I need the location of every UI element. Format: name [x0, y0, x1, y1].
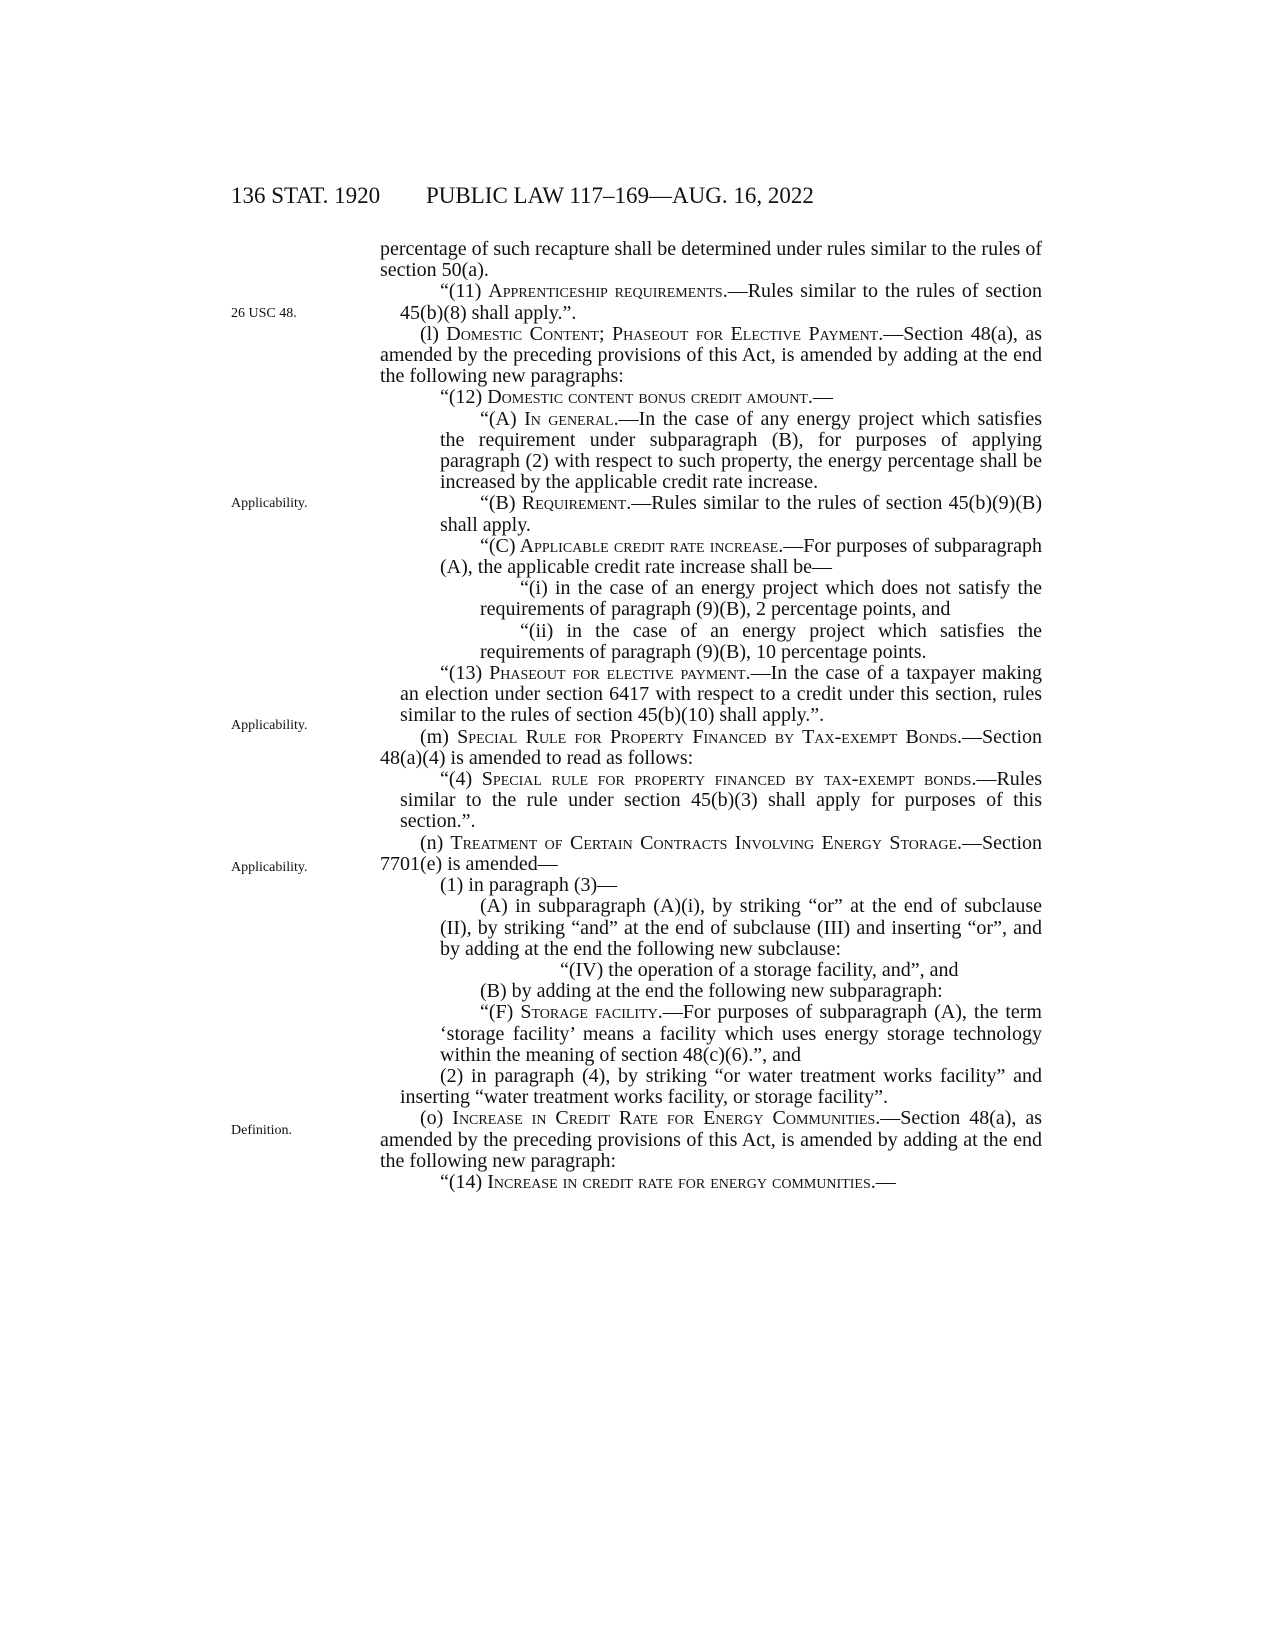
paragraph-text: R [517, 725, 539, 748]
paragraph-text: .— [870, 1170, 896, 1193]
paragraph-text: haseout for elective payment [500, 662, 746, 685]
paragraph-text: ertain [583, 831, 633, 854]
paragraph-text: haseout for [623, 322, 724, 345]
paragraph-text: .—For purposes of subparagraph (A), the term ‘storage facility’ means a facility which uses energy storage technology within the meaning of section 48(c)(6).”, and [440, 1001, 1042, 1066]
paragraph-text: C [522, 322, 543, 345]
statute-paragraph [380, 833, 1042, 875]
paragraph-text: .—Section 48(a), as amended by the preceding provisions of this Act, is amended by adding at the end the following new paragraphs: [380, 322, 1042, 388]
statute-paragraph [480, 621, 1042, 663]
paragraph-text: ontent [543, 322, 599, 345]
statute-paragraph [480, 578, 1042, 620]
paragraph-text: pecial [468, 725, 518, 748]
margin-note-definition: Definition. [231, 1123, 293, 1138]
paragraph-text: torage facility [531, 1001, 658, 1024]
paragraph-text: “(ii) in the case of an energy project which satisfies the requirements of paragraph (9)(B), 10 percentage points. [480, 619, 1042, 663]
statute-paragraph [400, 1172, 1042, 1193]
paragraph-text: ommunities [785, 1107, 876, 1130]
paragraph-text: F [684, 725, 704, 748]
paragraph-text: ule for [538, 725, 602, 748]
statute-paragraph [400, 281, 1042, 323]
paragraph-text: “(12) D [440, 386, 502, 409]
paragraph-text: E [694, 1107, 716, 1130]
paragraph-text: “(11) [440, 280, 489, 303]
paragraph-text: .— [807, 386, 833, 409]
statute-paragraph [400, 1066, 1042, 1108]
paragraph-text: R [609, 1107, 633, 1130]
paragraph-text: ax-exempt [814, 725, 898, 748]
paragraph-text: ontracts [653, 831, 728, 854]
paragraph-text: .—In the case of any energy project which satisfies the requirement under subparagraph (B), for purposes of applying paragraph (2) with respect to such property, the energy percentage shall be increased by the applicable credit rate increase. [440, 407, 1042, 494]
statute-paragraph [440, 409, 1042, 494]
statute-paragraph [440, 981, 1042, 1002]
paragraph-text: “(F) S [480, 1001, 532, 1024]
paragraph-text: torage [900, 831, 958, 854]
paragraph-text: ate for [632, 1107, 695, 1130]
paragraph-text: (l) D [420, 322, 461, 345]
statute-paragraph [400, 875, 1042, 896]
paragraph-text: (1) in paragraph (3)— [440, 874, 618, 897]
paragraph-text: onds [918, 725, 958, 748]
statute-paragraph [400, 769, 1042, 833]
paragraph-text: (m) S [420, 725, 469, 748]
paragraph-text: “(4) S [440, 768, 493, 791]
statute-paragraph [440, 896, 1042, 960]
paragraph-text: “(14) I [440, 1170, 494, 1193]
paragraph-text: P [601, 725, 622, 748]
paragraph-text: inanced by [703, 725, 795, 748]
statute-paragraph [520, 960, 1042, 981]
margin-note-applicability-3: Applicability. [231, 860, 308, 875]
margin-note-usc: 26 USC 48. [231, 306, 297, 321]
statute-paragraph [400, 387, 1042, 408]
paragraph-text: roperty [621, 725, 685, 748]
margin-note-applicability-2: Applicability. [231, 718, 308, 733]
paragraph-text: C [546, 1107, 569, 1130]
paragraph-text: E [723, 322, 743, 345]
paragraph-text: (2) in paragraph (4), by striking “or water treatment works facility” and inserting “water treatment works facility, or storage facility”. [400, 1064, 1042, 1109]
paragraph-text: (A) in subparagraph (A)(i), by striking “or” at the end of subclause (II), by striking “and” at the end of subclause (III) and inserting “or”, and by adding at the end the following new subclause: [440, 895, 1042, 960]
paragraph-text: .—Rules similar to the rules of section 45(b)(9)(B) shall apply. [440, 492, 1042, 536]
paragraph-text: omestic [460, 322, 523, 345]
paragraph-text: C [632, 831, 654, 854]
paragraph-text: pplicable credit rate increase [534, 534, 779, 557]
paragraph-text: C [562, 831, 584, 854]
paragraph-text: .—For purposes of subparagraph (A), the applicable credit rate increase shall be— [440, 534, 1042, 579]
paragraph-text: C [763, 1107, 786, 1130]
stat-citation: 136 STAT. 1920 [231, 183, 381, 208]
paragraph-text: (n) T [420, 831, 463, 854]
statute-body [380, 239, 1042, 1193]
paragraph-text: (o) I [420, 1107, 459, 1130]
paragraph-text: redit [568, 1107, 610, 1130]
paragraph-text: nergy [833, 831, 882, 854]
statute-paragraph [400, 663, 1042, 727]
paragraph-text: “(B) R [480, 492, 536, 515]
paragraph-text: reatment of [462, 831, 563, 854]
paragraph-text: pecial rule for property financed by tax-exempt bonds [492, 768, 972, 791]
paragraph-text: .—Rules similar to the rules of section 45(b)(8) shall apply.”. [400, 280, 1043, 324]
paragraph-text: “(A) I [480, 407, 531, 430]
paragraph-text: omestic content bonus credit amount [501, 386, 808, 409]
public-law-title: PUBLIC LAW 117–169—AUG. 16, 2022 [426, 183, 814, 208]
paragraph-text: E [814, 831, 834, 854]
paragraph-text: “(13) P [440, 662, 501, 685]
paragraph-text: n general [530, 407, 614, 430]
paragraph-text: ; P [599, 322, 624, 345]
paragraph-text: S [881, 831, 901, 854]
paragraph-text: .—Rules similar to the rule under section 45(b)(3) shall apply for purposes of this section.”. [400, 768, 1042, 833]
paragraph-text: .—In the case of a taxpayer making an election under section 6417 with respect to a credit under this section, rules similar to the rules of section 45(b)(10) shall apply.”. [400, 662, 1042, 727]
paragraph-text: “(i) in the case of an energy project which does not satisfy the requirements of paragraph (9)(B), 2 percentage points, and [480, 577, 1042, 621]
statute-paragraph [380, 324, 1042, 388]
paragraph-text: .—Section 48(a), as amended by the preceding provisions of this Act, is amended by adding at the end the following new paragraph: [380, 1107, 1043, 1172]
paragraph-text: .—Section 7701(e) is amended— [380, 831, 1043, 875]
paragraph-text: B [897, 725, 919, 748]
paragraph-text: percentage of such recapture shall be determined under rules similar to the rules of section 50(a). [380, 238, 1042, 282]
paragraph-text: “(IV) the operation of a storage facility, and”, and [560, 958, 959, 981]
paragraph-text: T [794, 725, 815, 748]
paragraph-text: (B) by adding at the end the following new subparagraph: [480, 980, 943, 1003]
paragraph-text: nergy [715, 1107, 764, 1130]
paragraph-text: equirement [535, 492, 627, 515]
statute-paragraph [440, 493, 1042, 535]
statute-paragraph [380, 239, 1042, 281]
paragraph-text: .—Section 48(a)(4) is amended to read as follows: [380, 725, 1043, 769]
paragraph-text: I [727, 831, 742, 854]
statute-paragraph [380, 727, 1042, 769]
paragraph-text: lective [742, 322, 802, 345]
paragraph-text: ayment [819, 322, 879, 345]
margin-note-applicability-1: Applicability. [231, 496, 308, 511]
paragraph-text: “(C) A [480, 534, 535, 557]
page-header [0, 183, 1275, 213]
paragraph-text: P [801, 322, 820, 345]
paragraph-text: nvolving [741, 831, 815, 854]
paragraph-text: Apprenticeship requirements [488, 280, 723, 303]
paragraph-text: ncrease in credit rate for energy communities [493, 1170, 871, 1193]
paragraph-text: ncrease in [458, 1107, 547, 1130]
statute-paragraph [440, 536, 1042, 578]
statute-paragraph [380, 1108, 1042, 1172]
statute-paragraph [440, 1002, 1042, 1066]
